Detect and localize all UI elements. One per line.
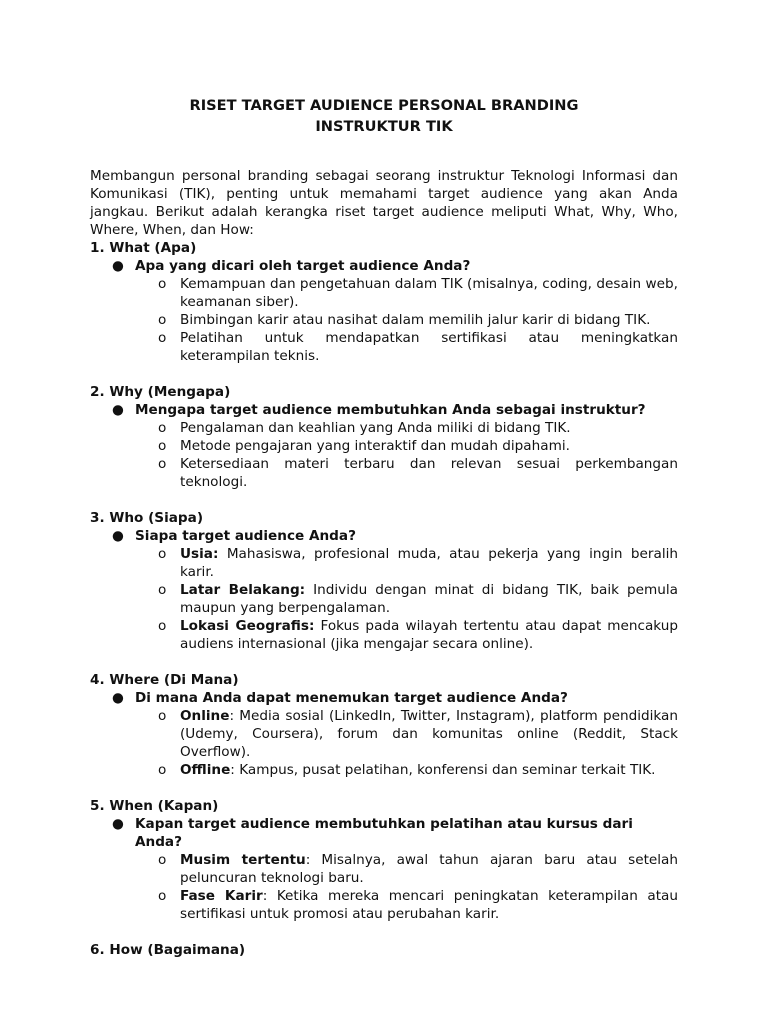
item-text: Fokus pada wilayah tertentu atau dapat mencakup audiens internasional (jika mengajar secara online).	[180, 618, 678, 652]
question-text: Apa yang dicari oleh target audience Anda?	[135, 258, 471, 274]
item-text: Ketersediaan materi terbaru dan relevan sesuai perkembangan teknologi.	[180, 456, 678, 490]
list-item	[90, 419, 678, 437]
sub-bullet-icon: o	[158, 888, 167, 904]
item-text: Kemampuan dan pengetahuan dalam TIK (misalnya, coding, desain web, keamanan siber).	[180, 276, 678, 310]
list-item	[90, 329, 678, 365]
item-text: Pengalaman dan keahlian yang Anda miliki di bidang TIK.	[180, 420, 571, 436]
sub-bullet-icon: o	[158, 276, 167, 292]
item-text: Bimbingan karir atau nasihat dalam memilih jalur karir di bidang TIK.	[180, 312, 651, 328]
item-label: Usia:	[180, 546, 219, 562]
sub-bullet-icon: o	[158, 708, 167, 724]
list-item	[90, 887, 678, 923]
sub-bullet-icon: o	[158, 312, 167, 328]
sub-item-list	[90, 275, 678, 365]
question-text: Di mana Anda dapat menemukan target audience Anda?	[135, 690, 568, 706]
item-text: Metode pengajaran yang interaktif dan mudah dipahami.	[180, 438, 570, 454]
section-heading: 1. What (Apa)	[90, 240, 197, 256]
sub-bullet-icon: o	[158, 618, 167, 634]
sub-bullet-icon: o	[158, 582, 167, 598]
item-text: : Misalnya, awal tahun ajaran baru atau setelah peluncuran teknologi baru.	[180, 852, 678, 886]
section-question	[90, 401, 678, 419]
document-title	[90, 95, 678, 137]
bullet-icon: ●	[112, 690, 124, 706]
sub-bullet-icon: o	[158, 546, 167, 562]
sub-bullet-icon: o	[158, 762, 167, 778]
section-2	[90, 383, 678, 491]
item-label: Online	[180, 708, 230, 724]
section-heading: 4. Where (Di Mana)	[90, 672, 239, 688]
sub-item-list	[90, 419, 678, 491]
sub-item-list	[90, 707, 678, 779]
section-heading: 3. Who (Siapa)	[90, 510, 204, 526]
section-heading: 2. Why (Mengapa)	[90, 384, 231, 400]
list-item	[90, 851, 678, 887]
section-question	[90, 689, 678, 707]
item-text: : Kampus, pusat pelatihan, konferensi dan seminar terkait TIK.	[230, 762, 656, 778]
section-heading: 6. How (Bagaimana)	[90, 942, 246, 958]
question-text: Siapa target audience Anda?	[135, 528, 356, 544]
item-text: Individu dengan minat di bidang TIK, baik pemula maupun yang berpengalaman.	[180, 582, 678, 616]
item-label: Fase Karir	[180, 888, 263, 904]
section-question	[90, 815, 678, 851]
item-text: : Media sosial (LinkedIn, Twitter, Instagram), platform pendidikan (Udemy, Coursera), forum dan komunitas online (Reddit, Stack Overflow).	[180, 708, 678, 760]
sub-item-list	[90, 545, 678, 653]
question-text: Kapan target audience membutuhkan pelatihan atau kursus dari Anda?	[135, 816, 633, 850]
section-4	[90, 671, 678, 779]
section-5	[90, 797, 678, 923]
title-line-1: RISET TARGET AUDIENCE PERSONAL BRANDING	[189, 97, 579, 114]
title-line-2: INSTRUKTUR TIK	[315, 118, 453, 135]
sub-item-list	[90, 851, 678, 923]
list-item	[90, 581, 678, 617]
section-question	[90, 527, 678, 545]
item-label: Lokasi Geografis:	[180, 618, 315, 634]
list-item	[90, 311, 678, 329]
list-item	[90, 455, 678, 491]
list-item	[90, 617, 678, 653]
item-text: : Ketika mereka mencari peningkatan keterampilan atau sertifikasi untuk promosi atau perubahan karir.	[180, 888, 678, 922]
intro-paragraph: Membangun personal branding sebagai seorang instruktur Teknologi Informasi dan Komunikasi (TIK), penting untuk memahami target audience yang akan Anda jangkau. Berikut adalah kerangka riset target audience meliputi What, Why, Who, Where, When, dan How:	[90, 168, 678, 238]
sub-bullet-icon: o	[158, 456, 167, 472]
bullet-icon: ●	[112, 816, 124, 832]
section-1	[90, 239, 678, 365]
list-item	[90, 437, 678, 455]
section-6	[90, 941, 678, 959]
list-item	[90, 761, 678, 779]
sub-bullet-icon: o	[158, 438, 167, 454]
list-item	[90, 275, 678, 311]
sections-container	[90, 239, 678, 959]
bullet-icon: ●	[112, 258, 124, 274]
section-3	[90, 509, 678, 653]
list-item	[90, 707, 678, 761]
question-text: Mengapa target audience membutuhkan Anda sebagai instruktur?	[135, 402, 646, 418]
sub-bullet-icon: o	[158, 330, 167, 346]
section-heading: 5. When (Kapan)	[90, 798, 219, 814]
item-label: Offline	[180, 762, 231, 778]
bullet-icon: ●	[112, 402, 124, 418]
section-question	[90, 257, 678, 275]
item-text: Pelatihan untuk mendapatkan sertifikasi atau meningkatkan keterampilan teknis.	[180, 330, 678, 364]
sub-bullet-icon: o	[158, 420, 167, 436]
sub-bullet-icon: o	[158, 852, 167, 868]
bullet-icon: ●	[112, 528, 124, 544]
item-text: Mahasiswa, profesional muda, atau pekerja yang ingin beralih karir.	[180, 546, 678, 580]
item-label: Musim tertentu	[180, 852, 306, 868]
item-label: Latar Belakang:	[180, 582, 306, 598]
list-item	[90, 545, 678, 581]
